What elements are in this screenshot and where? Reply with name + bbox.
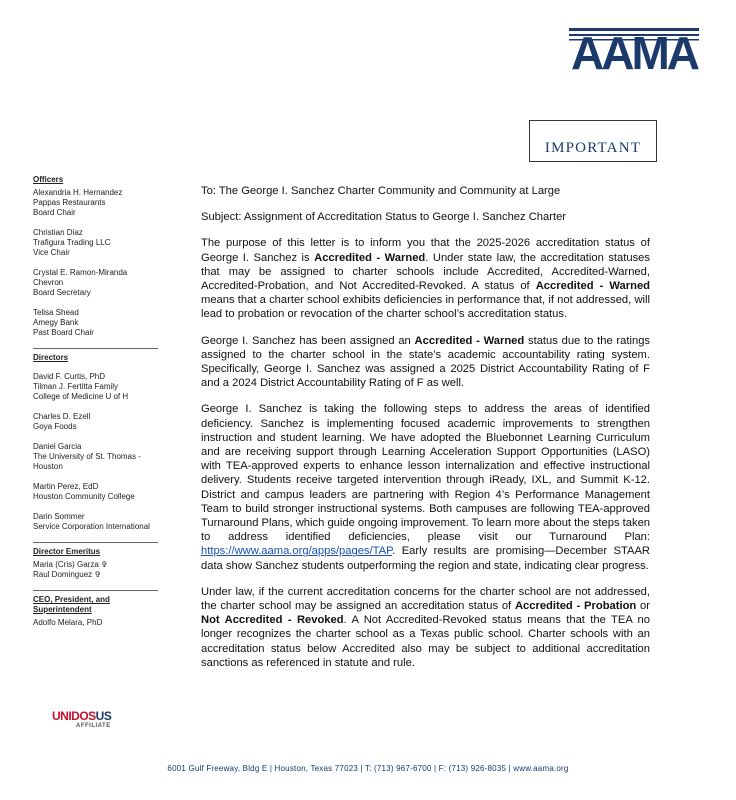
aama-logo-mark [569,28,699,70]
letter-subject: Subject: Assignment of Accreditation Status to George I. Sanchez Charter [201,211,567,224]
text-run: George I. Sanchez is taking the following steps to address the areas of identified deficiency. Sanchez is implementing focused academic improvements to strengthen instruction and student learning. We have adopted the Bluebonnet Learning Curriculum and are receiving support through Learning Acceleration Support Opportunities (LASO) with TEA-approved experts to enhance lesson internalization and effective instructional delivery. Students receive targeted intervention through iReady, IXL, and Summit K-12. District and campus leaders are partnering with Region 4’s Performance Management Team to build stronger instructional systems. Both campuses are following TEA-approved Turnaround Plans, which guide ongoing improvement. To learn more about the steps taken to address identified deficiencies, please visit our Turnaround Plan: [201,403,651,544]
ceo-heading: CEO, President, and [33,595,110,604]
officer-entry [33,228,183,258]
emeritus-heading: Director Emeritus [33,547,101,556]
officer-role: Past Board Chair [33,328,94,337]
status-emphasis: Accredited - Warned [535,280,650,293]
important-stamp [529,120,657,162]
status-emphasis: Not Accredited - Revoked [201,614,344,627]
letter-paragraph [201,402,650,572]
director-org: Houston Community College [33,492,135,501]
letter-body [201,184,650,682]
officer-role: Board Secretary [33,288,91,297]
text-run: . Early results are promising—December STAAR data show Sanchez students outperforming the region and state, indicating clear progress. [201,545,650,572]
text-run: The purpose of this letter is to inform you that the 2025-2026 accreditation status of George I. Sanchez is [201,237,650,264]
text-run: Under law, if the current accreditation concerns for the charter school are not addressed, the charter school may be assigned an accreditation status of [201,585,650,613]
director-name: Daniel Garcia [33,442,82,451]
officer-org: Trafigura Trading LLC [33,238,111,247]
director-name: David F. Curtis, PhD [33,372,106,381]
officer-entry [33,188,183,218]
director-entry [33,412,183,432]
director-name: Charles D. Ezell [33,412,91,421]
sidebar-divider [33,542,158,543]
director-name: Martin Perez, EdD [33,482,99,491]
us-text: US [95,709,112,723]
director-org: Tilman J. Fertitta Family [33,382,119,391]
officer-org: Chevron [33,278,64,287]
status-emphasis: Accredited - Warned [414,334,525,347]
emeritus-name: Raul Dominguez ✞ [33,570,102,579]
emeritus-entry [33,560,183,580]
officer-org: Amegy Bank [33,318,79,327]
director-org: Houston [33,462,63,471]
letter-recipient: To: The George I. Sanchez Charter Community and Community at Large [201,185,561,197]
officer-org: Pappas Restaurants [33,198,106,207]
board-sidebar [33,175,183,628]
text-run: . A Not Accredited-Revoked status means that the TEA no longer recognizes the charter school as a Texas public school. Charter schools with an accreditation status below Accredited also may be subject to additional accreditation sanctions as referenced in statute and rule. [201,614,651,669]
officer-name: Christian Diaz [33,228,83,237]
text-run: . Under state law, the accreditation statuses that may be assigned to charter schools include Accredited, Accredited-Warned, Accredited-Probation, and Not Accredited-Revoked. A status of [201,251,650,293]
affiliate-text: AFFILIATE [76,723,111,729]
officer-role: Vice Chair [33,248,70,257]
important-label: IMPORTANT [544,140,642,156]
text-run: George I. Sanchez has been assigned an [201,334,415,347]
status-emphasis: Accredited - Warned [314,251,426,264]
unidos-text: UNIDOS [52,709,96,723]
logo-text: AAMA [571,28,697,70]
director-org: Service Corporation International [33,522,150,531]
director-entry [33,482,183,502]
officer-entry [33,308,183,338]
footer-contact: 6001 Gulf Freeway, Bldg E | Houston, Texas 77023 | T: (713) 967-6700 | F: (713) 926-8035 | www.aama.org [167,764,569,773]
text-run: means that a charter school exhibits deficiencies in performance that, if not addressed, will lead to probation or revocation of the charter school’s accreditation status. [201,294,650,321]
turnaround-plan-link[interactable]: https://www.aama.org/apps/pages/TAP [201,545,393,558]
aama-logo [569,28,699,70]
officer-role: Board Chair [33,208,76,217]
ceo-name: Adolfo Melara, PhD [33,618,103,627]
director-org: The University of St. Thomas - [33,452,141,461]
officer-name: Alexandria H. Hernandez [33,188,123,197]
director-name: Darin Sommer [33,512,85,521]
officer-name: Telisa Shead [33,308,79,317]
director-entry [33,442,183,472]
letter-paragraph [201,236,650,321]
ceo-heading: Superintendent [33,605,92,614]
emeritus-name: Maria (Cris) Garza ✞ [33,560,108,569]
unidosus-affiliate-logo [52,710,132,734]
officer-entry [33,268,183,298]
directors-heading: Directors [33,353,69,362]
status-emphasis: Accredited - Probation [514,600,637,613]
director-entry [33,512,183,532]
letter-paragraph [201,585,650,670]
director-entry [33,372,183,402]
text-run: status due to the ratings assigned to the charter school in the state’s academic accountability rating system. Specifically, George I. Sanchez was assigned a 2025 District Accountability Rating of F and a 2024 District Accountability Rating of F as well. [201,334,651,390]
officer-name: Crystal E. Ramon-Miranda [33,268,128,277]
director-org: College of Medicine U of H [33,392,129,401]
director-org: Goya Foods [33,422,77,431]
text-run: or [636,600,650,613]
unidosus-wordmark [52,710,132,723]
sidebar-divider [33,348,158,349]
letter-paragraph [201,334,650,391]
sidebar-divider [33,590,158,591]
officers-heading: Officers [33,175,64,184]
